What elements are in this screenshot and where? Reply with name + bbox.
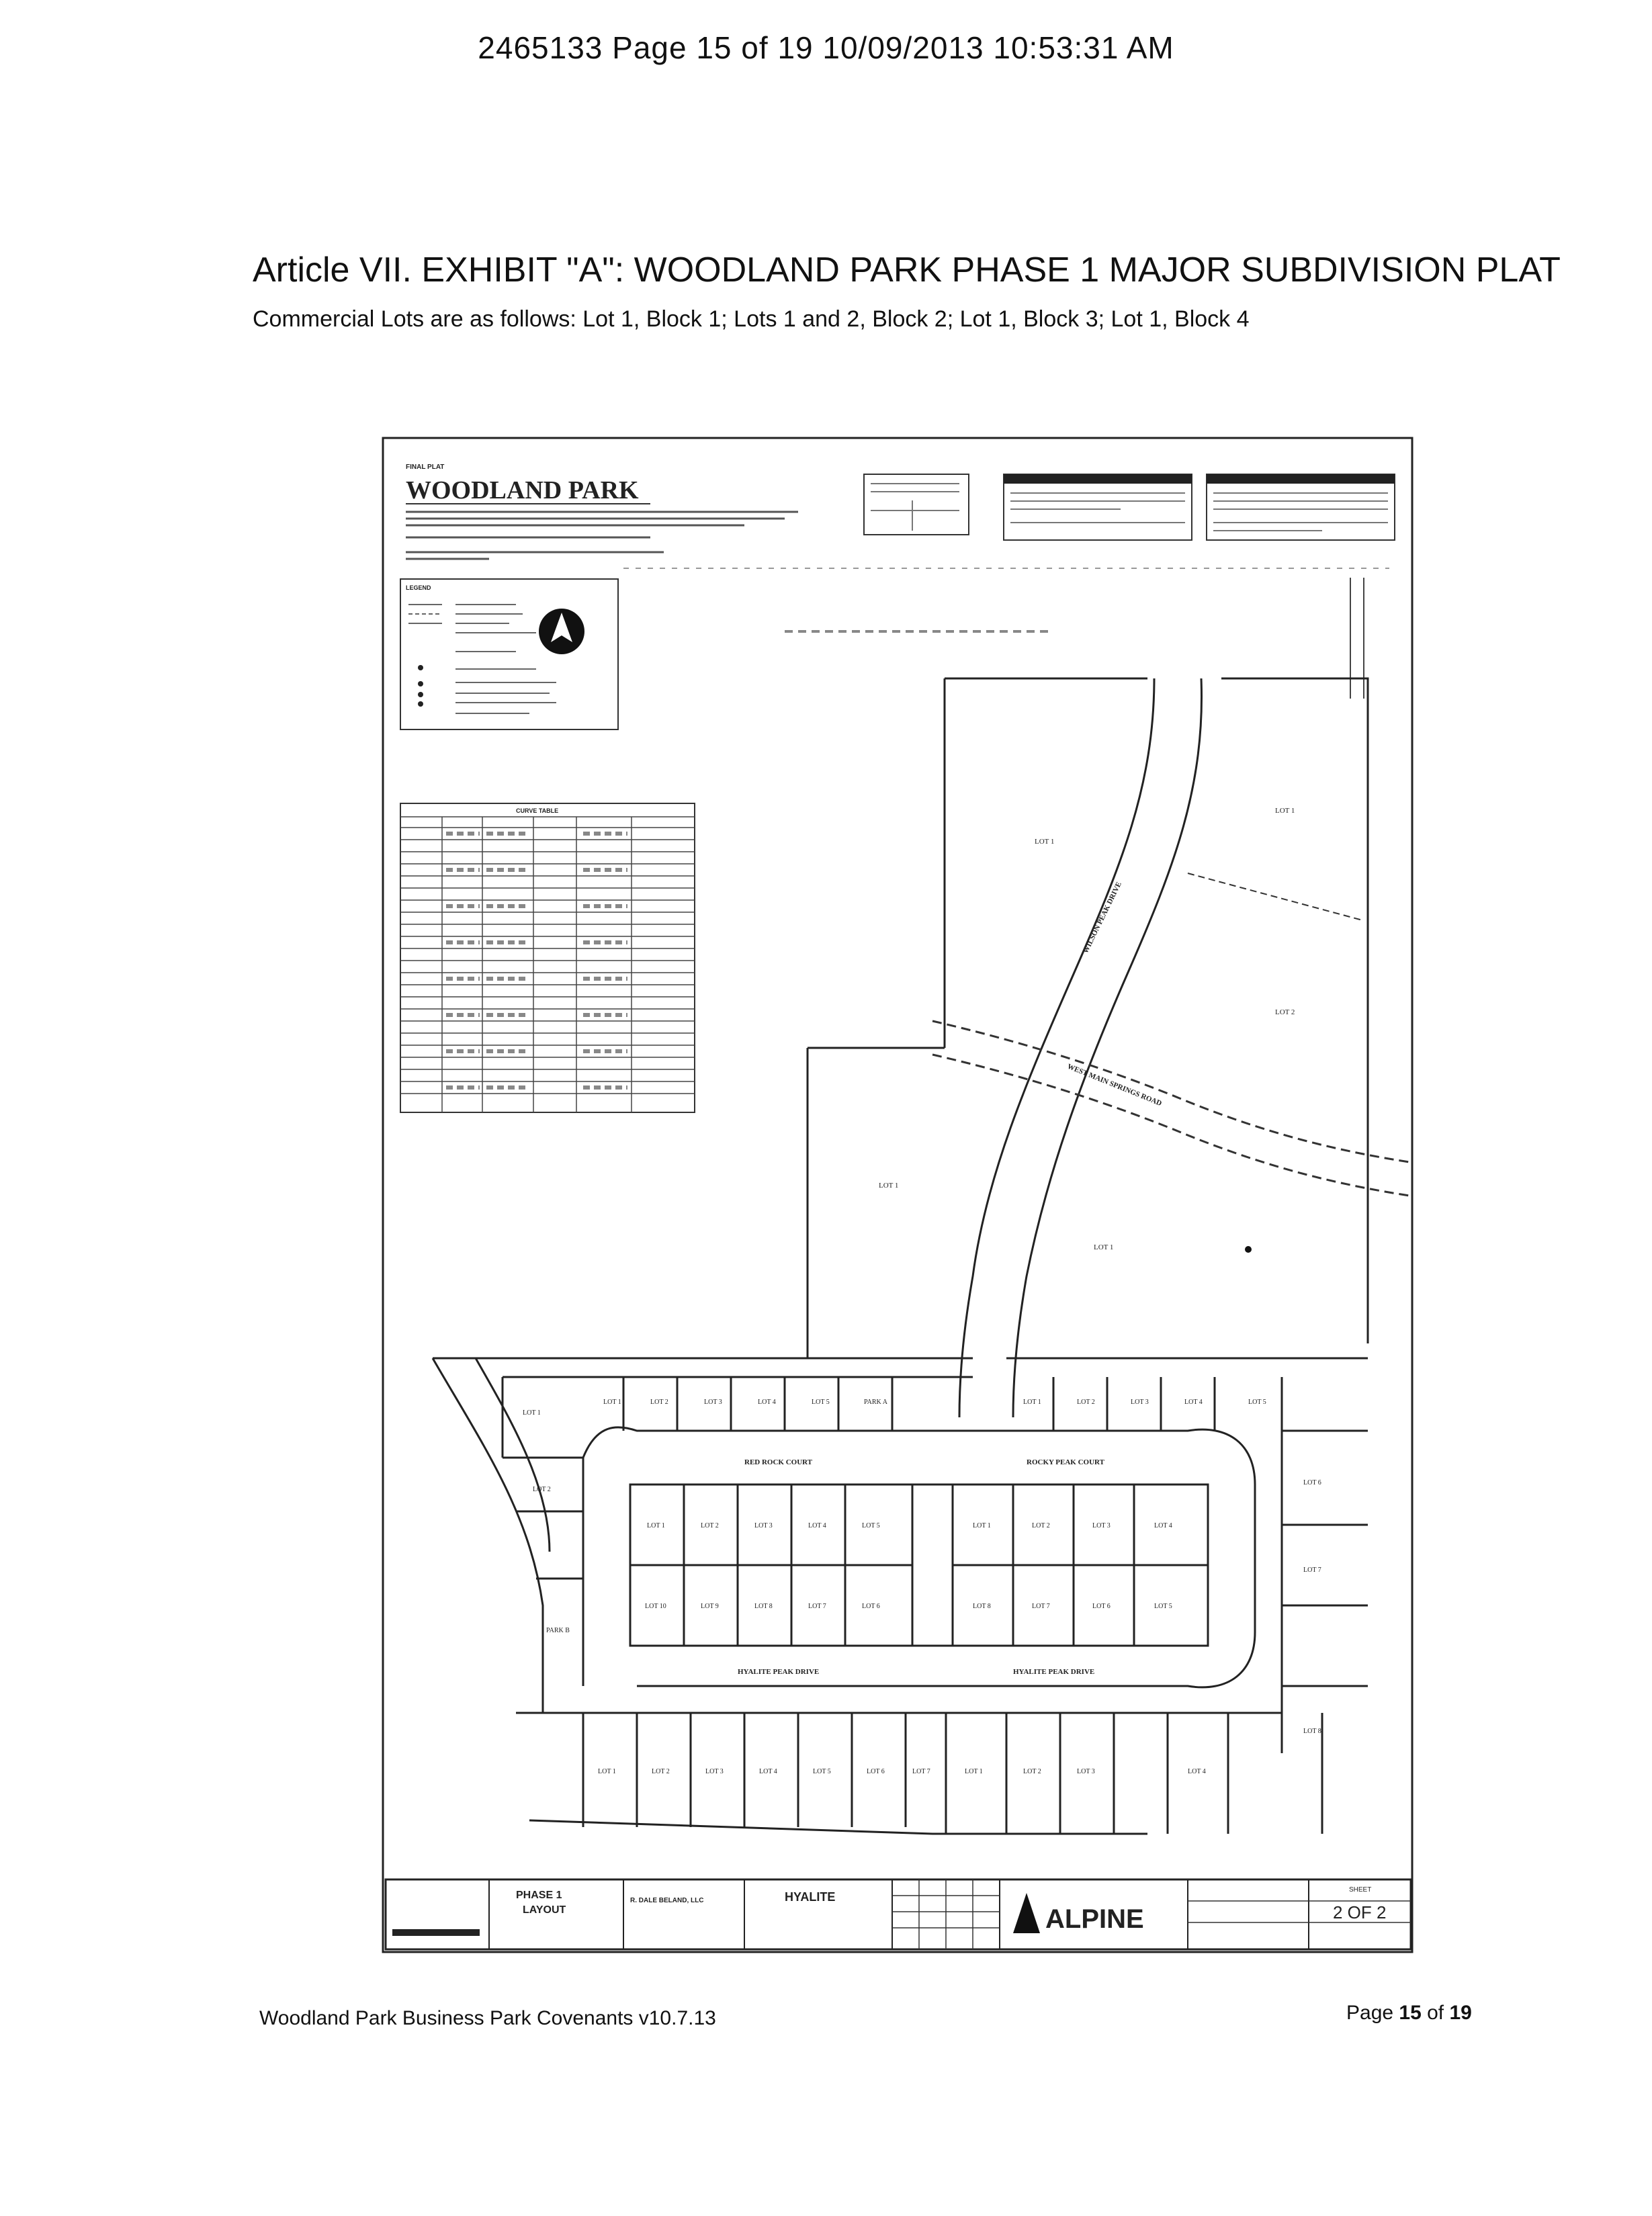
- svg-text:LOT 5: LOT 5: [1154, 1603, 1172, 1610]
- svg-text:LOT 4: LOT 4: [1188, 1768, 1206, 1775]
- lot-big-5: LOT 1: [1094, 1243, 1114, 1251]
- svg-text:LOT 1: LOT 1: [603, 1399, 621, 1406]
- svg-text:LOT 1: LOT 1: [598, 1768, 616, 1775]
- alpine-logo: ALPINE: [1045, 1904, 1144, 1934]
- svg-text:LOT 2: LOT 2: [533, 1486, 551, 1493]
- svg-text:LOT 2: LOT 2: [1023, 1768, 1041, 1775]
- svg-text:LOT 6: LOT 6: [1092, 1603, 1111, 1610]
- svg-text:LOT 2: LOT 2: [1077, 1399, 1095, 1406]
- svg-text:LOT 4: LOT 4: [1154, 1522, 1172, 1530]
- svg-text:LOT 1: LOT 1: [523, 1409, 541, 1417]
- svg-text:LOT 2: LOT 2: [650, 1399, 668, 1406]
- street-red-rock: RED ROCK COURT: [744, 1458, 813, 1466]
- svg-text:LOT 7: LOT 7: [912, 1768, 930, 1775]
- phase-label: PHASE 1: [516, 1890, 562, 1901]
- svg-text:LOT 1: LOT 1: [965, 1768, 983, 1775]
- svg-text:LOT 7: LOT 7: [808, 1603, 826, 1610]
- svg-text:LOT 6: LOT 6: [1303, 1479, 1321, 1487]
- svg-text:LOT 8: LOT 8: [1303, 1728, 1321, 1735]
- fax-header: 2465133 Page 15 of 19 10/09/2013 10:53:31 AM: [478, 30, 1174, 65]
- sheet-label: SHEET: [1349, 1886, 1372, 1894]
- footer-document-name: Woodland Park Business Park Covenants v10.7.13: [259, 2007, 716, 2029]
- svg-text:LOT 10: LOT 10: [645, 1603, 666, 1610]
- svg-text:LOT 3: LOT 3: [704, 1399, 722, 1406]
- svg-text:LOT 4: LOT 4: [759, 1768, 777, 1775]
- consultant-name: R. DALE BELAND, LLC: [630, 1897, 704, 1904]
- plat-name: WOODLAND PARK: [406, 476, 639, 504]
- footer-page-number: Page 15 of 19: [1346, 2002, 1472, 2024]
- svg-text:LOT 5: LOT 5: [1248, 1399, 1266, 1406]
- svg-text:LOT 3: LOT 3: [754, 1522, 773, 1530]
- svg-text:LOT 5: LOT 5: [862, 1522, 880, 1530]
- svg-text:LOT 3: LOT 3: [705, 1768, 724, 1775]
- svg-text:LOT 6: LOT 6: [862, 1603, 880, 1610]
- svg-text:LOT 5: LOT 5: [813, 1768, 831, 1775]
- lot-big-3: LOT 2: [1275, 1008, 1295, 1016]
- svg-text:PARK A: PARK A: [864, 1399, 887, 1406]
- svg-text:LOT 4: LOT 4: [808, 1522, 826, 1530]
- legend-title: LEGEND: [406, 584, 431, 591]
- svg-text:LOT 1: LOT 1: [973, 1522, 991, 1530]
- layout-label: LAYOUT: [523, 1904, 566, 1916]
- svg-text:LOT 7: LOT 7: [1303, 1566, 1321, 1574]
- svg-text:LOT 3: LOT 3: [1131, 1399, 1149, 1406]
- svg-text:LOT 1: LOT 1: [647, 1522, 665, 1530]
- svg-text:LOT 4: LOT 4: [1184, 1399, 1203, 1406]
- street-rocky-peak: ROCKY PEAK COURT: [1027, 1458, 1104, 1466]
- hyalite-logo: HYALITE: [785, 1890, 836, 1904]
- street-hyalite-w: HYALITE PEAK DRIVE: [738, 1668, 820, 1676]
- lot-big-2: LOT 1: [1275, 807, 1295, 815]
- svg-text:LOT 7: LOT 7: [1032, 1603, 1050, 1610]
- lot-big-4: LOT 1: [879, 1182, 899, 1190]
- subdivision-plat: [382, 437, 1414, 1953]
- street-hyalite-e: HYALITE PEAK DRIVE: [1013, 1668, 1095, 1676]
- street-west-main: WEST MAIN SPRINGS ROAD: [1066, 1062, 1163, 1108]
- sheet-border: [383, 438, 1412, 1952]
- plat-label-small: FINAL PLAT: [406, 463, 445, 471]
- svg-text:LOT 9: LOT 9: [701, 1603, 719, 1610]
- page-title: Article VII. EXHIBIT "A": WOODLAND PARK PHASE 1 MAJOR SUBDIVISION PLAT: [253, 251, 1561, 290]
- svg-text:LOT 2: LOT 2: [652, 1768, 670, 1775]
- svg-text:LOT 2: LOT 2: [701, 1522, 719, 1530]
- page-subtitle: Commercial Lots are as follows: Lot 1, Block 1; Lots 1 and 2, Block 2; Lot 1, Block 3; Lot 1, Block 4: [253, 306, 1250, 332]
- svg-text:LOT 8: LOT 8: [754, 1603, 773, 1610]
- svg-text:LOT 4: LOT 4: [758, 1399, 776, 1406]
- svg-text:LOT 5: LOT 5: [812, 1399, 830, 1406]
- lot-big-1: LOT 1: [1035, 838, 1055, 846]
- svg-text:LOT 6: LOT 6: [867, 1768, 885, 1775]
- plat-drawing: [382, 437, 1414, 1953]
- svg-text:LOT 3: LOT 3: [1092, 1522, 1111, 1530]
- street-wilson-peak: WILSON PEAK DRIVE: [1081, 881, 1123, 955]
- svg-text:LOT 3: LOT 3: [1077, 1768, 1095, 1775]
- svg-text:CURVE TABLE: CURVE TABLE: [516, 807, 559, 814]
- svg-text:PARK B: PARK B: [546, 1627, 570, 1634]
- svg-text:LOT 1: LOT 1: [1023, 1399, 1041, 1406]
- svg-text:LOT 2: LOT 2: [1032, 1522, 1050, 1530]
- svg-text:LOT 8: LOT 8: [973, 1603, 991, 1610]
- sheet-number: 2 OF 2: [1333, 1902, 1387, 1922]
